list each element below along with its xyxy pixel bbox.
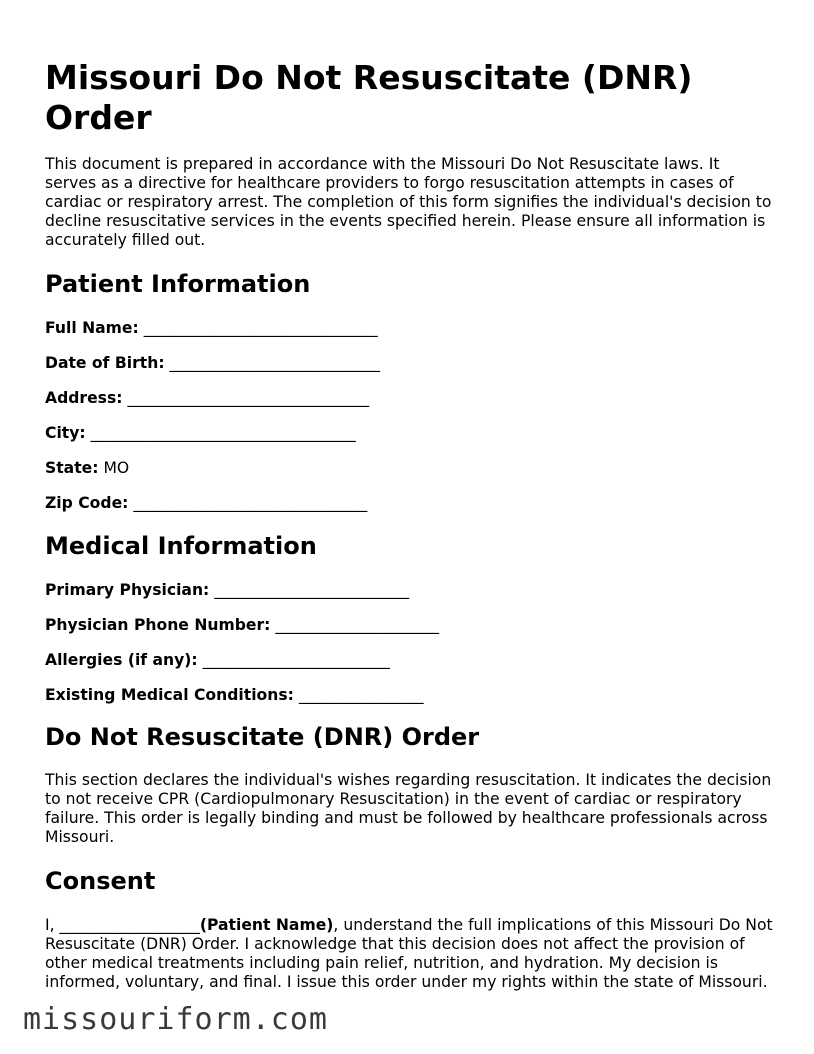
existing-conditions-blank[interactable]: ________________ (298, 686, 424, 704)
zip-code-blank[interactable]: ______________________________ (133, 494, 368, 512)
dnr-order-paragraph: This section declares the individual's wishes regarding resuscitation. It indicates the decision to not receive CPR (Cardiopulmonary Resuscitation) in the event of cardiac or respiratory failure. This order is legally binding and must be followed by healthcare professionals across Missouri. (45, 771, 772, 846)
intro-paragraph: This document is prepared in accordance with the Missouri Do Not Resuscitate laws. It serves as a directive for healthcare providers to forgo resuscitation attempts in cases of cardiac or respiratory arrest. The completion of this form signifies the individual's decision to decline resuscitative services in the events specified herein. Please ensure all information is accurately filled out. (45, 155, 772, 249)
site-watermark: missouriform.com (23, 1002, 328, 1037)
full-name-blank[interactable]: ______________________________ (143, 319, 378, 337)
consent-heading: Consent (45, 867, 156, 895)
existing-conditions-field[interactable] (45, 686, 424, 705)
zip-code-label: Zip Code: (45, 494, 129, 512)
zip-code-field[interactable] (45, 494, 367, 513)
date-of-birth-blank[interactable]: ___________________________ (169, 354, 381, 372)
city-blank[interactable]: __________________________________ (90, 424, 356, 442)
city-field[interactable] (45, 424, 356, 443)
state-label: State: (45, 459, 99, 477)
date-of-birth-field[interactable] (45, 354, 380, 373)
medical-information-heading: Medical Information (45, 532, 317, 560)
physician-phone-label: Physician Phone Number: (45, 616, 271, 634)
primary-physician-field[interactable] (45, 581, 409, 600)
patient-name-label: (Patient Name) (199, 916, 334, 934)
physician-phone-blank[interactable]: _____________________ (275, 616, 440, 634)
consent-prefix: I, (45, 916, 60, 934)
physician-phone-field[interactable] (45, 616, 439, 635)
primary-physician-label: Primary Physician: (45, 581, 210, 599)
document-title: Missouri Do Not Resuscitate (DNR) Order (45, 58, 693, 137)
dnr-order-heading: Do Not Resuscitate (DNR) Order (45, 723, 480, 751)
allergies-label: Allergies (if any): (45, 651, 198, 669)
state-field (45, 459, 129, 478)
allergies-blank[interactable]: ________________________ (202, 651, 390, 669)
address-field[interactable] (45, 389, 369, 408)
patient-name-blank[interactable]: __________________ (59, 916, 200, 934)
patient-information-heading: Patient Information (45, 270, 311, 298)
full-name-field[interactable] (45, 319, 378, 338)
existing-conditions-label: Existing Medical Conditions: (45, 686, 294, 704)
consent-text: , understand the full implications of this Missouri Do Not Resuscitate (DNR) Order. I acknowledge that this decision does not affect the provision of other medical treatments including pain relief, nutrition, and hydration. My decision is informed, voluntary, and final. I issue this order under my rights within the state of Missouri. (45, 916, 773, 991)
address-blank[interactable]: _______________________________ (127, 389, 370, 407)
date-of-birth-label: Date of Birth: (45, 354, 165, 372)
consent-paragraph (45, 916, 773, 992)
state-value: MO (103, 459, 130, 477)
allergies-field[interactable] (45, 651, 390, 670)
address-label: Address: (45, 389, 123, 407)
primary-physician-blank[interactable]: _________________________ (214, 581, 410, 599)
city-label: City: (45, 424, 86, 442)
full-name-label: Full Name: (45, 319, 139, 337)
